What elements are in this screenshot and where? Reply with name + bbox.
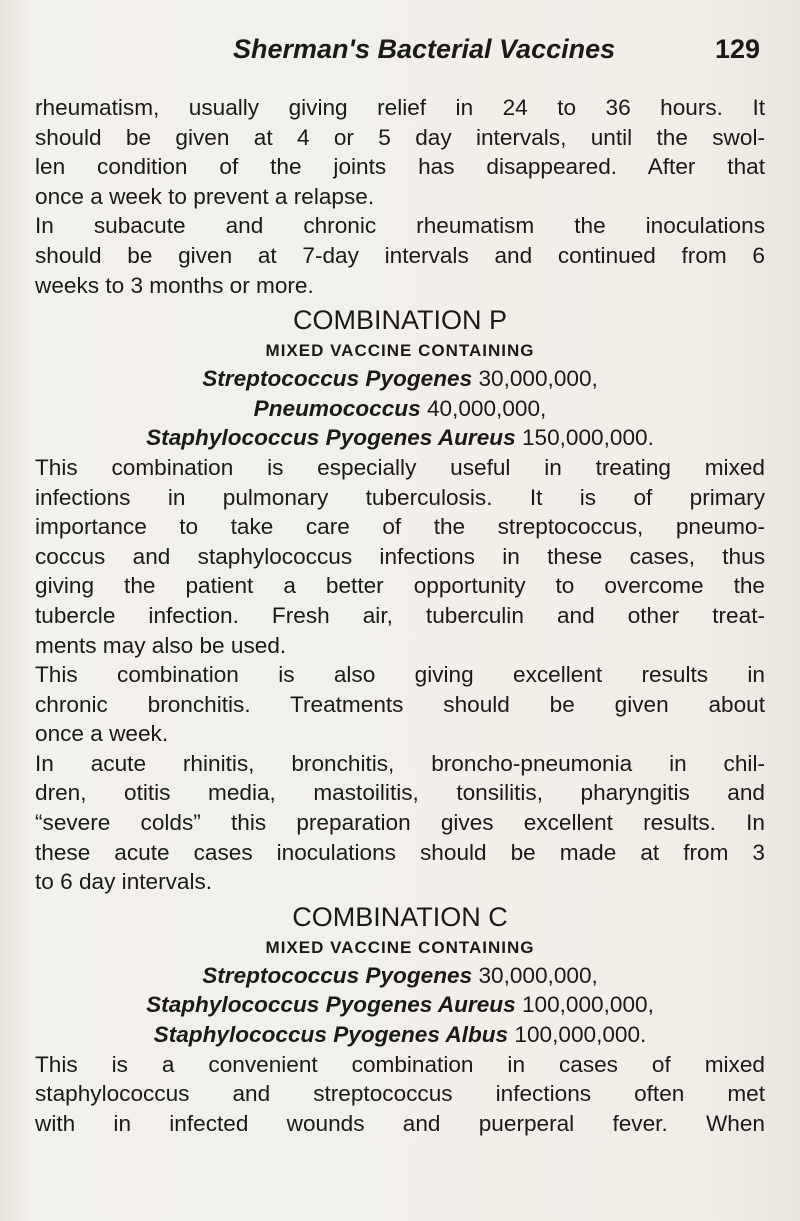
text-line: once a week. — [35, 721, 169, 747]
text-line: staphylococcus and streptococcus infections often met — [35, 1081, 765, 1107]
text-line: This combination is especially useful in treating mixed — [35, 454, 765, 480]
running-title: Sherman's Bacterial Vaccines — [233, 34, 616, 64]
combination-p-section — [35, 302, 765, 453]
text-line: len condition of the joints has disappeared. After that — [35, 154, 765, 180]
organism-name: Streptococcus Pyogenes — [202, 962, 473, 988]
running-head — [0, 34, 800, 74]
vaccine-item — [35, 394, 765, 424]
organism-name: Streptococcus Pyogenes — [202, 366, 473, 392]
text-line: dren, otitis media, mastoilitis, tonsilitis, pharyngitis and — [35, 780, 765, 806]
paragraph-mixed-infections — [35, 1050, 765, 1139]
text-line: This is a convenient combination in cases of mixed — [35, 1051, 765, 1077]
text-line: to 6 day intervals. — [35, 869, 213, 895]
combination-p-subheading: MIXED VACCINE CONTAINING — [265, 341, 535, 361]
organism-name: Pneumococcus — [253, 395, 421, 421]
organism-count: 100,000,000. — [514, 1022, 647, 1048]
organism-count: 30,000,000, — [478, 962, 598, 988]
organism-count: 150,000,000. — [521, 425, 654, 451]
vaccine-item — [35, 961, 765, 991]
combination-c-section — [35, 899, 765, 1050]
text-line: rheumatism, usually giving relief in 24 to 36 hours. It — [35, 95, 765, 120]
organism-name: Staphylococcus Pyogenes Albus — [153, 1022, 509, 1048]
organism-name: Staphylococcus Pyogenes Aureus — [146, 992, 516, 1018]
text-line: This combination is also giving excellent results in — [35, 662, 765, 688]
paragraph-pulmonary-tuberculosis — [35, 453, 765, 660]
text-line: importance to take care of the streptococcus, pneumo- — [35, 514, 765, 540]
combination-c-subheading: MIXED VACCINE CONTAINING — [265, 937, 535, 957]
text-line: these acute cases inoculations should be made at from 3 — [35, 839, 765, 865]
combination-c-heading: COMBINATION C — [292, 901, 508, 932]
organism-count: 40,000,000, — [426, 395, 547, 421]
page-number: 129 — [715, 34, 761, 64]
organism-name: Staphylococcus Pyogenes Aureus — [146, 425, 516, 451]
paragraph-rheumatism-relief — [35, 93, 765, 211]
vaccine-item — [35, 423, 765, 453]
text-line: should be given at 4 or 5 day intervals, until the swol- — [35, 124, 765, 150]
text-line: coccus and staphylococcus infections in these cases, thus — [35, 543, 765, 569]
paragraph-chronic-bronchitis — [35, 660, 765, 749]
combination-p-heading: COMBINATION P — [292, 305, 507, 336]
text-line: chronic bronchitis. Treatments should be given about — [35, 691, 765, 717]
text-line: infections in pulmonary tuberculosis. It is of primary — [35, 484, 765, 510]
text-line: giving the patient a better opportunity to overcome the — [35, 573, 765, 599]
text-line: tubercle infection. Fresh air, tuberculin and other treat- — [35, 602, 765, 628]
text-line: ments may also be used. — [35, 632, 287, 658]
vaccine-item — [35, 990, 765, 1020]
organism-count: 100,000,000, — [521, 992, 654, 1018]
organism-count: 30,000,000, — [478, 366, 598, 392]
paragraph-chronic-rheumatism — [35, 211, 765, 300]
text-line: In subacute and chronic rheumatism the inoculations — [35, 213, 765, 239]
vaccine-item — [35, 1020, 765, 1050]
text-line: with in infected wounds and puerperal fever. When — [35, 1110, 765, 1136]
text-line: “severe colds” this preparation gives excellent results. In — [35, 810, 765, 836]
text-line: weeks to 3 months or more. — [35, 272, 314, 298]
vaccine-item — [35, 364, 765, 394]
page-body — [35, 93, 765, 1138]
text-line: should be given at 7-day intervals and continued from 6 — [35, 242, 765, 268]
paragraph-acute-infections — [35, 749, 765, 897]
text-line: once a week to prevent a relapse. — [35, 183, 375, 209]
text-line: In acute rhinitis, bronchitis, broncho-pneumonia in chil- — [35, 750, 765, 776]
